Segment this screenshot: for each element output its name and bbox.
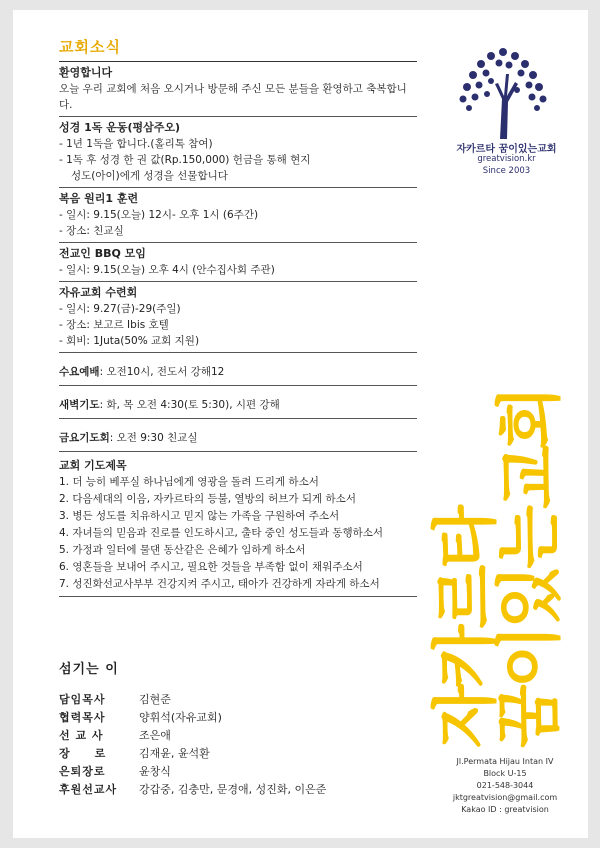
staff-role: 담임목사 [59, 693, 106, 706]
dawn-label: 새벽기도 [59, 399, 100, 411]
news-title: 교회소식 [59, 36, 417, 62]
tree-icon [453, 44, 553, 139]
dawn-text: : 화, 목 오전 4:30(토 5:30), 시편 강해 [99, 399, 280, 411]
friday-label: 금요기도회 [59, 432, 110, 444]
prayer-title: 교회 기도제목 [59, 459, 127, 472]
vertical-title [427, 389, 573, 748]
staff-name: 윤창식 [139, 765, 171, 778]
kakao-id: Kakao ID : greatvision [461, 805, 549, 814]
staff-title: 섬기는 이 [59, 662, 119, 677]
prayer-item: 4. 자녀들의 믿음과 진로를 인도하시고, 출타 중인 성도들과 동행하소서 [59, 527, 384, 539]
retreat-line: - 일시: 9.27(금)-29(주일) [59, 303, 181, 315]
church-news [59, 36, 417, 597]
bulletin-page [13, 10, 588, 838]
address-line1: Jl.Permata Hijau Intan IV [456, 757, 554, 766]
welcome-section [59, 62, 417, 117]
gospel-section [59, 188, 417, 243]
wednesday-section [59, 353, 417, 386]
bbq-line: - 일시: 9.15(오늘) 오후 4시 (안수집사회 주관) [59, 264, 275, 276]
prayer-item: 7. 성진화선교사부부 건강지켜 주시고, 태아가 건강하게 자라게 하소서 [59, 578, 380, 590]
staff-role: 장 로 [59, 747, 107, 760]
friday-section [59, 419, 417, 452]
since: Since 2003 [482, 166, 531, 176]
phone: 021-548-3044 [476, 781, 534, 790]
brand-column [425, 36, 588, 826]
prayer-item: 3. 병든 성도를 치유하시고 믿지 않는 가족을 구원하여 주소서 [59, 510, 340, 522]
welcome-body: 오늘 우리 교회에 처음 오시거나 방문해 주신 모든 분들을 환영하고 축복합니다. [59, 83, 407, 111]
bbq-section [59, 243, 417, 282]
retreat-section [59, 282, 417, 353]
address-line2: Block U-15 [483, 769, 527, 778]
retreat-line: - 회비: 1Juta(50% 교회 지원) [59, 335, 200, 347]
gospel-line: - 일시: 9.15(오늘) 12시- 오후 1시 (6주간) [59, 209, 259, 221]
prayer-item: 1. 더 능히 베푸실 하나님에게 영광을 돌려 드리게 하소서 [59, 476, 319, 488]
staff-row [59, 745, 399, 763]
prayer-item: 6. 영혼들을 보내어 주시고, 필요한 것들을 부족함 없이 채워주소서 [59, 561, 363, 573]
wednesday-text: : 오전10시, 전도서 강해12 [99, 366, 225, 378]
gospel-title: 복음 원리1 훈련 [59, 192, 139, 205]
retreat-line: - 장소: 보고르 Ibis 호텔 [59, 319, 169, 331]
staff-role: 협력목사 [59, 711, 106, 724]
staff-role: 은퇴장로 [59, 765, 106, 778]
staff-name: 김재윤, 윤석환 [139, 747, 210, 760]
vertical-title-line1: 자카르타 [427, 508, 504, 748]
staff-name: 양휘석(자유교회) [139, 711, 222, 724]
staff-list [59, 658, 399, 799]
staff-row [59, 781, 399, 799]
bible-title: 성경 1독 운동(평삼주오) [59, 121, 181, 134]
retreat-title: 자유교회 수련회 [59, 286, 138, 299]
staff-row [59, 727, 399, 745]
vertical-title-line2: 꿈이있는교회 [491, 389, 568, 748]
staff-name: 조은애 [139, 729, 171, 742]
address-block [425, 756, 585, 816]
bible-section [59, 117, 417, 188]
staff-role: 후원선교사 [59, 783, 118, 796]
friday-text: : 오전 9:30 친교실 [109, 432, 198, 444]
welcome-title: 환영합니다 [59, 66, 113, 79]
gospel-line: - 장소: 친교실 [59, 225, 124, 237]
prayer-item: 5. 가정과 일터에 물댄 동산같은 은혜가 임하게 하소서 [59, 544, 306, 556]
staff-row [59, 691, 399, 709]
staff-name: 강갑중, 김충만, 문경애, 성진화, 이은준 [139, 783, 327, 796]
staff-row [59, 763, 399, 781]
prayer-section [59, 452, 417, 597]
church-name: 자카르타 꿈이있는교회 [456, 144, 557, 155]
email: jktgreatvision@gmail.com [452, 793, 558, 802]
bbq-title: 전교인 BBQ 모임 [59, 247, 146, 260]
prayer-item: 2. 다음세대의 이음, 자카르타의 등불, 열방의 허브가 되게 하소서 [59, 493, 356, 505]
staff-row [59, 709, 399, 727]
dawn-section [59, 386, 417, 419]
website: greatvision.kr [477, 154, 536, 164]
bible-line: - 1독 후 성경 한 권 값(Rp.150,000) 헌금을 통해 현지 [59, 154, 311, 166]
staff-name: 김현준 [139, 693, 171, 706]
staff-role: 선 교 사 [59, 729, 104, 742]
bible-line: - 1년 1독을 합니다.(홀리톡 참여) [59, 138, 213, 150]
bible-line: 성도(아이)에게 성경을 선물합니다 [71, 170, 228, 182]
wednesday-label: 수요예배 [59, 366, 100, 378]
